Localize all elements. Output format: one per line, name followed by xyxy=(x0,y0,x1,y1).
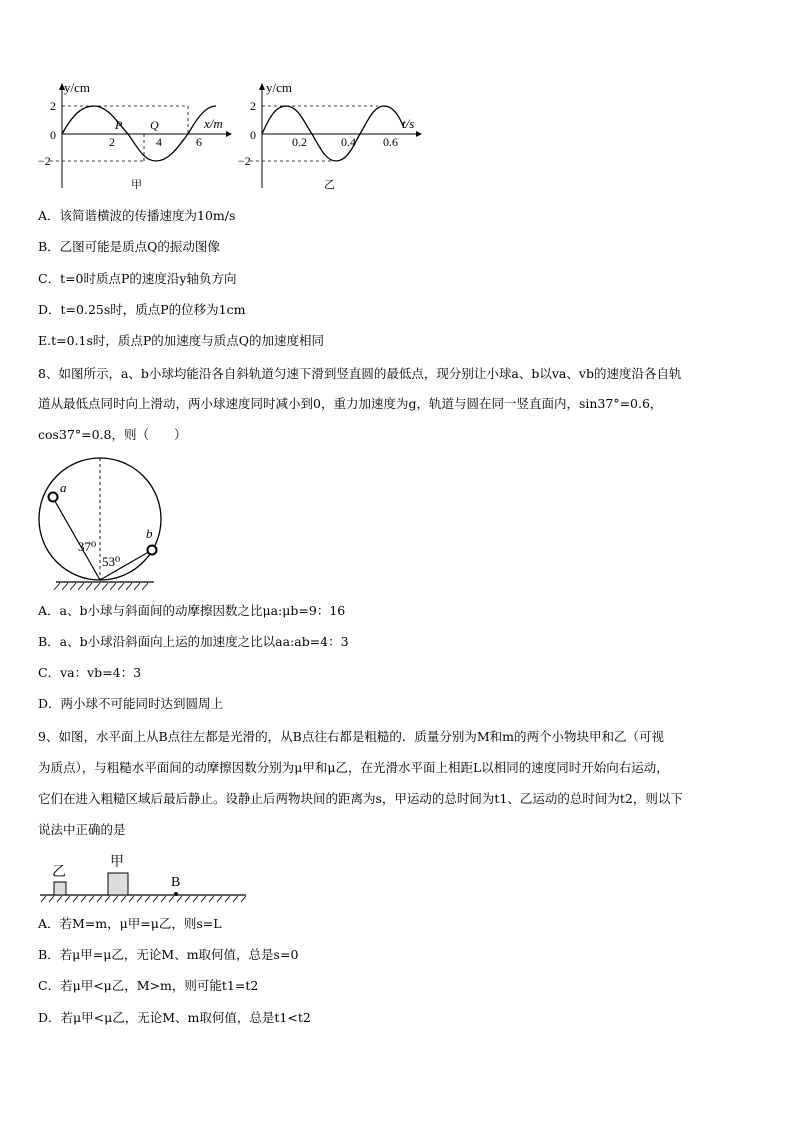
point-q-label: Q xyxy=(150,118,159,132)
q7-option-b: B．乙图可能是质点Q的振动图像 xyxy=(38,239,220,254)
t-tick-02: 0.2 xyxy=(292,135,307,149)
q8-stem-line-1: 8、如图所示，a、b小球均能沿各自斜轨道匀速下滑到竖直圆的最低点，现分别让小球a、b以va、vb的速度沿各自轨 xyxy=(38,366,682,381)
block-yi-label: 乙 xyxy=(52,865,66,880)
point-b-label: B xyxy=(171,875,181,890)
point-p-label: P xyxy=(115,118,123,132)
block-jia-label: 甲 xyxy=(110,855,124,870)
q7-option-e: E.t=0.1s时，质点P的加速度与质点Q的加速度相同 xyxy=(38,333,325,348)
q9-option-b: B．若μ甲=μ乙，无论M、m取何值，总是s=0 xyxy=(38,947,299,962)
q9-stem-line-4: 说法中正确的是 xyxy=(38,822,126,837)
graph-yi xyxy=(238,80,422,191)
circle-track-figure xyxy=(38,452,178,594)
t-tick-04: 0.4 xyxy=(341,135,356,149)
ball-a xyxy=(49,493,58,502)
q9-option-a: A．若M=m，μ甲=μ乙，则s=L xyxy=(38,916,222,931)
t-tick-06: 0.6 xyxy=(383,135,398,149)
x-tick-2: 2 xyxy=(109,135,115,149)
y-tick-2: 2 xyxy=(50,99,56,113)
q7-option-c: C．t=0时质点P的速度沿y轴负方向 xyxy=(38,271,237,286)
q8-option-b: B．a、b小球沿斜面向上运的加速度之比以aa:ab=4：3 xyxy=(38,634,349,649)
q9-option-c: C．若μ甲<μ乙，M>m，则可能t1=t2 xyxy=(38,978,259,993)
q7-option-a: A．该简谐横波的传播速度为10m/s xyxy=(38,208,236,223)
q9-stem-line-2: 为质点），与粗糙水平面间的动摩擦因数分别为μ甲和μ乙，在光滑水平面上相距L以相同的速度同时开始向右运动， xyxy=(38,760,669,775)
q8-option-d: D．两小球不可能同时达到圆周上 xyxy=(38,696,224,711)
caption-yi: 乙 xyxy=(324,179,335,191)
blocks-figure xyxy=(38,850,248,906)
angle-53: 53⁰ xyxy=(102,554,121,569)
x-axis-label-right: t/s xyxy=(402,116,415,131)
caption-jia: 甲 xyxy=(131,179,142,191)
graph-jia xyxy=(38,80,232,191)
block-yi xyxy=(54,882,66,895)
y-tick-0: 0 xyxy=(50,128,56,142)
x-tick-4: 4 xyxy=(156,135,162,149)
ball-b xyxy=(148,546,157,555)
y-axis-label-left: y/cm xyxy=(64,80,90,95)
y-tick-neg2: −2 xyxy=(38,154,51,168)
q8-option-a: A．a、b小球与斜面间的动摩擦因数之比μa:μb=9：16 xyxy=(38,603,346,618)
ball-b-label: b xyxy=(146,526,153,541)
block-jia xyxy=(108,873,128,895)
wave-figure xyxy=(38,78,438,196)
angle-37: 37⁰ xyxy=(78,539,97,554)
q9-option-d: D．若μ甲<μ乙，无论M、m取何值，总是t1<t2 xyxy=(38,1010,311,1025)
y-axis-label-right: y/cm xyxy=(266,80,292,95)
point-b xyxy=(174,892,178,896)
q7-option-d: D．t=0.25s时，质点P的位移为1cm xyxy=(38,302,246,317)
q8-stem-line-2: 道从最低点同时向上滑动，两小球速度同时减小到0，重力加速度为g，轨道与圆在同一竖直面内，sin37°=0.6， xyxy=(38,396,663,411)
q8-option-c: C．va：vb=4：3 xyxy=(38,665,142,680)
q9-stem-line-3: 它们在进入粗糙区域后最后静止。设静止后两物块间的距离为s，甲运动的总时间为t1、乙运动的总时间为t2，则以下 xyxy=(38,791,683,806)
y-tick-0-right: 0 xyxy=(250,128,256,142)
y-tick-neg2-right: −2 xyxy=(238,154,251,168)
x-tick-6: 6 xyxy=(196,135,202,149)
q8-stem-line-3: cos37°=0.8，则（ ） xyxy=(38,427,187,442)
x-axis-label-left: x/m xyxy=(204,116,223,131)
ball-a-label: a xyxy=(60,480,67,495)
q9-stem-line-1: 9、如图，水平面上从B点往左都是光滑的，从B点往右都是粗糙的．质量分别为M和m的两个小物块甲和乙（可视 xyxy=(38,729,664,744)
y-tick-2-right: 2 xyxy=(250,99,256,113)
